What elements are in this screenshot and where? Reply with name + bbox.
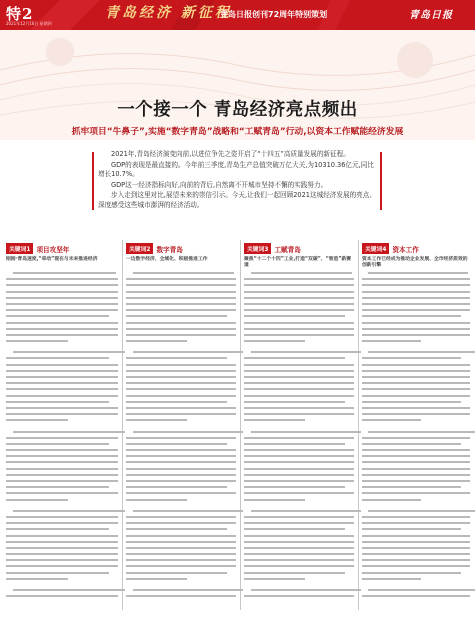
body-text-line (244, 449, 354, 451)
body-text-line (244, 572, 345, 574)
body-text-line (126, 565, 236, 567)
body-text-line (126, 541, 236, 543)
body-text-line (126, 309, 236, 311)
body-text-line (6, 541, 118, 543)
body-text-line (244, 413, 354, 415)
body-text-line (126, 284, 236, 286)
body-text-line (6, 474, 118, 476)
body-text-line (362, 565, 470, 567)
body-text-line (362, 284, 470, 286)
body-text-line (244, 535, 354, 537)
body-text-line (362, 572, 461, 574)
body-text-line (362, 388, 470, 390)
body-text-line (126, 407, 236, 409)
body-text-line (244, 407, 354, 409)
body-text-line (244, 309, 354, 311)
body-text-line (6, 480, 118, 482)
body-text-line (126, 449, 236, 451)
body-text-line (126, 401, 227, 403)
body-text-line (126, 499, 187, 501)
body-text-line (6, 572, 109, 574)
body-text-line (126, 572, 227, 574)
body-text-line (362, 480, 470, 482)
body-text-line (244, 516, 354, 518)
body-text-line (126, 535, 236, 537)
body-text-line (362, 413, 470, 415)
subheadline: 抓牢项目“牛鼻子”,实施“数字青岛”战略和“工赋青岛”行动,以资本工作赋能经济发展 (71, 127, 404, 137)
body-text-line (244, 474, 354, 476)
body-text-line (126, 303, 236, 305)
body-text-line (6, 407, 118, 409)
body-text-line (244, 395, 354, 397)
body-text-line (244, 357, 345, 359)
masthead-date: 2021年12月16日 星期四 (6, 21, 52, 26)
body-text-line (126, 492, 236, 494)
body-text-line (6, 468, 118, 470)
body-text-line (6, 303, 118, 305)
body-text-line (13, 431, 125, 433)
body-text-line (368, 589, 475, 591)
body-text-line (6, 595, 118, 597)
body-text-line (362, 474, 470, 476)
body-text-line (126, 388, 236, 390)
section-3-tag: 关键词3 (244, 243, 271, 254)
body-text-line (362, 559, 470, 561)
body-text-line (6, 388, 118, 390)
section-4-subtitle: 资本工作已经成为推动企业发展、全市经济质效的创新引擎 (362, 257, 468, 269)
section-1-tag: 关键词1 (6, 243, 33, 254)
body-text-line (244, 480, 354, 482)
body-text-line (6, 309, 118, 311)
section-2-tag: 关键词2 (126, 243, 153, 254)
body-text-line (6, 419, 68, 421)
body-text-line (6, 364, 118, 366)
body-text-line (368, 351, 475, 353)
body-text-line (362, 535, 470, 537)
body-text-line (6, 284, 118, 286)
body-text-line (6, 413, 118, 415)
body-text-line (6, 522, 118, 524)
body-text-line (244, 370, 354, 372)
body-text-line (362, 419, 421, 421)
section-3-title: 工赋青岛 (274, 245, 301, 254)
body-text-line (244, 553, 354, 555)
body-text-line (6, 322, 118, 324)
body-text-line (13, 272, 116, 274)
body-text-line (362, 468, 470, 470)
body-text-line (244, 528, 345, 530)
section-3-subtitle: 聚焦“十二个十四”工业,打造“双碳”、“智造”新赛道 (244, 257, 352, 269)
body-text-line (133, 431, 243, 433)
column-divider (358, 240, 359, 610)
body-text-line (362, 486, 461, 488)
lead-right-bar (380, 152, 382, 210)
body-text-line (244, 492, 354, 494)
body-text-line (362, 553, 470, 555)
body-text-line (6, 443, 109, 445)
body-text-line (133, 272, 234, 274)
body-text-line (6, 370, 118, 372)
body-text-line (362, 437, 470, 439)
body-text-line (362, 595, 470, 597)
body-text-line (244, 401, 345, 403)
body-text-line (6, 565, 118, 567)
body-text-line (244, 559, 354, 561)
body-text-line (13, 589, 125, 591)
body-text-line (244, 595, 354, 597)
body-text-line (6, 382, 118, 384)
body-text-line (244, 328, 354, 330)
lead-paragraph-1: 2021年,青岛经济演变向前,以进位争先之姿开启了“十四五”高质量发展的新征程。 (111, 150, 350, 158)
body-text-line (362, 364, 470, 366)
body-text-line (126, 468, 236, 470)
lead-left-bar (92, 152, 94, 210)
body-text-line (362, 455, 470, 457)
body-text-line (6, 340, 68, 342)
body-text-line (362, 370, 470, 372)
body-text-line (244, 437, 354, 439)
headline: 一个接一个 青岛经济亮点频出 (117, 100, 358, 120)
body-text-line (126, 395, 236, 397)
lead-paragraph (98, 150, 376, 212)
body-text-line (244, 468, 354, 470)
body-text-line (126, 364, 236, 366)
body-text-line (251, 351, 361, 353)
body-text-line (362, 376, 470, 378)
body-text-line (244, 340, 305, 342)
section-2-title: 数字青岛 (156, 245, 183, 254)
body-text-line (126, 322, 236, 324)
body-text-line (251, 589, 361, 591)
section-1-subtitle: 刚刚·青岛速度,“牵动”现在与未来推进经济 (6, 257, 98, 262)
body-text-line (244, 334, 354, 336)
body-text-line (244, 486, 345, 488)
body-text-line (368, 431, 475, 433)
body-text-line (362, 522, 470, 524)
section-3-header (244, 242, 301, 255)
body-text-line (126, 547, 236, 549)
body-text-line (362, 278, 470, 280)
body-text-line (6, 528, 109, 530)
body-text-line (362, 395, 470, 397)
body-text-line (244, 443, 345, 445)
body-text-line (244, 547, 354, 549)
body-text-line (244, 303, 354, 305)
body-text-line (13, 351, 125, 353)
body-text-line (6, 461, 118, 463)
body-text-line (126, 315, 227, 317)
section-1-header (6, 242, 69, 255)
body-text-line (126, 382, 236, 384)
body-text-line (6, 401, 109, 403)
body-text-line (126, 522, 236, 524)
masthead (0, 0, 475, 30)
body-text-line (362, 578, 421, 580)
body-text-line (362, 291, 470, 293)
body-text-line (6, 578, 68, 580)
body-text-line (244, 382, 354, 384)
body-text-line (244, 278, 354, 280)
body-text-line (362, 461, 470, 463)
body-text-line (126, 437, 236, 439)
body-text-line (126, 328, 236, 330)
body-text-line (126, 334, 236, 336)
body-text-line (6, 437, 118, 439)
body-text-line (244, 376, 354, 378)
body-text-line (6, 328, 118, 330)
body-text-line (362, 528, 461, 530)
body-text-line (244, 364, 354, 366)
page-label: 特2 (6, 5, 34, 23)
lead-paragraph-4: 步入走到这里对比,展望未来的崇信引示。今天,让我们一起回顾2021这城经济发展的亮点、深度感受这些城市澎湃的经济活动。 (98, 191, 376, 209)
column-divider (240, 240, 241, 610)
body-text-line (6, 376, 118, 378)
body-text-line (6, 395, 118, 397)
body-text-line (126, 461, 236, 463)
body-text-line (6, 535, 118, 537)
body-text-line (126, 486, 227, 488)
body-text-line (126, 578, 187, 580)
body-text-line (362, 449, 470, 451)
body-text-line (244, 578, 305, 580)
body-text-line (368, 510, 475, 512)
body-text-line (126, 528, 227, 530)
section-2-subtitle: 一边数字经济、全域化、积极推进工作 (126, 257, 208, 262)
body-text-line (126, 443, 227, 445)
column-divider (122, 240, 123, 610)
body-text-line (362, 322, 470, 324)
section-4-body (362, 272, 470, 601)
body-text-line (244, 297, 354, 299)
body-text-line (6, 553, 118, 555)
body-text-line (362, 303, 470, 305)
body-text-line (244, 461, 354, 463)
body-text-line (362, 499, 421, 501)
body-text-line (6, 334, 118, 336)
body-text-line (126, 559, 236, 561)
body-text-line (126, 516, 236, 518)
section-4-title: 资本工作 (392, 245, 419, 254)
body-text-line (6, 516, 118, 518)
body-text-line (362, 328, 470, 330)
body-text-line (362, 334, 470, 336)
lead-paragraph-3: GDP这一经济指标向好,向前的背后,自然离不开城市坚持不懈的实践努力。 (111, 180, 328, 189)
body-text-line (126, 595, 236, 597)
newspaper-logo: 青岛日报 (409, 10, 453, 21)
body-text-line (6, 492, 118, 494)
body-text-line (6, 297, 118, 299)
body-text-line (251, 431, 361, 433)
body-text-line (6, 486, 109, 488)
body-text-line (13, 510, 125, 512)
body-text-line (133, 589, 243, 591)
body-text-line (126, 297, 236, 299)
section-3-body (244, 272, 354, 601)
body-text-line (126, 340, 187, 342)
body-text-line (133, 510, 243, 512)
body-text-line (244, 541, 354, 543)
body-text-line (6, 357, 109, 359)
body-text-line (251, 272, 352, 274)
body-text-line (244, 315, 345, 317)
body-text-line (6, 315, 109, 317)
body-text-line (244, 455, 354, 457)
section-2-header (126, 242, 183, 255)
body-text-line (6, 278, 118, 280)
body-text-line (244, 499, 305, 501)
section-4-header (362, 242, 419, 255)
body-text-line (126, 413, 236, 415)
body-text-line (362, 309, 470, 311)
body-text-line (362, 382, 470, 384)
body-text-line (362, 357, 461, 359)
body-text-line (362, 315, 461, 317)
body-text-line (133, 351, 243, 353)
body-text-line (244, 388, 354, 390)
body-text-line (126, 474, 236, 476)
body-text-line (6, 499, 68, 501)
body-text-line (244, 419, 305, 421)
body-text-line (126, 480, 236, 482)
body-text-line (244, 284, 354, 286)
body-text-line (6, 455, 118, 457)
body-text-line (126, 455, 236, 457)
body-text-line (362, 297, 470, 299)
body-text-line (6, 449, 118, 451)
masthead-art-title: 青岛经济 新征程 (105, 5, 232, 21)
masthead-subtitle: 青岛日报创刊72周年特别策划 (220, 10, 328, 19)
body-text-line (126, 553, 236, 555)
lead-paragraph-2: GDP的表现是最直接的。今年前三季度,青岛生产总值突破万亿大关,为10310.36亿元,同比增长10.7%。 (98, 160, 374, 179)
body-text-line (362, 547, 470, 549)
body-text-line (126, 370, 236, 372)
body-text-line (362, 541, 470, 543)
body-text-line (251, 510, 361, 512)
body-text-line (126, 278, 236, 280)
body-text-line (362, 340, 421, 342)
body-text-line (6, 547, 118, 549)
body-text-line (362, 516, 470, 518)
body-text-line (368, 272, 467, 274)
section-1-title: 项目攻坚年 (36, 245, 70, 254)
section-1-body (6, 272, 118, 601)
body-text-line (244, 322, 354, 324)
section-4-tag: 关键词4 (362, 243, 389, 254)
body-text-line (6, 291, 118, 293)
body-text-line (244, 522, 354, 524)
body-text-line (126, 419, 187, 421)
body-text-line (126, 291, 236, 293)
body-text-line (362, 401, 461, 403)
section-2-body (126, 272, 236, 601)
body-text-line (126, 376, 236, 378)
body-text-line (6, 559, 118, 561)
body-text-line (126, 357, 227, 359)
body-text-line (362, 443, 461, 445)
body-text-line (244, 291, 354, 293)
body-text-line (362, 492, 470, 494)
body-text-line (244, 565, 354, 567)
body-text-line (362, 407, 470, 409)
